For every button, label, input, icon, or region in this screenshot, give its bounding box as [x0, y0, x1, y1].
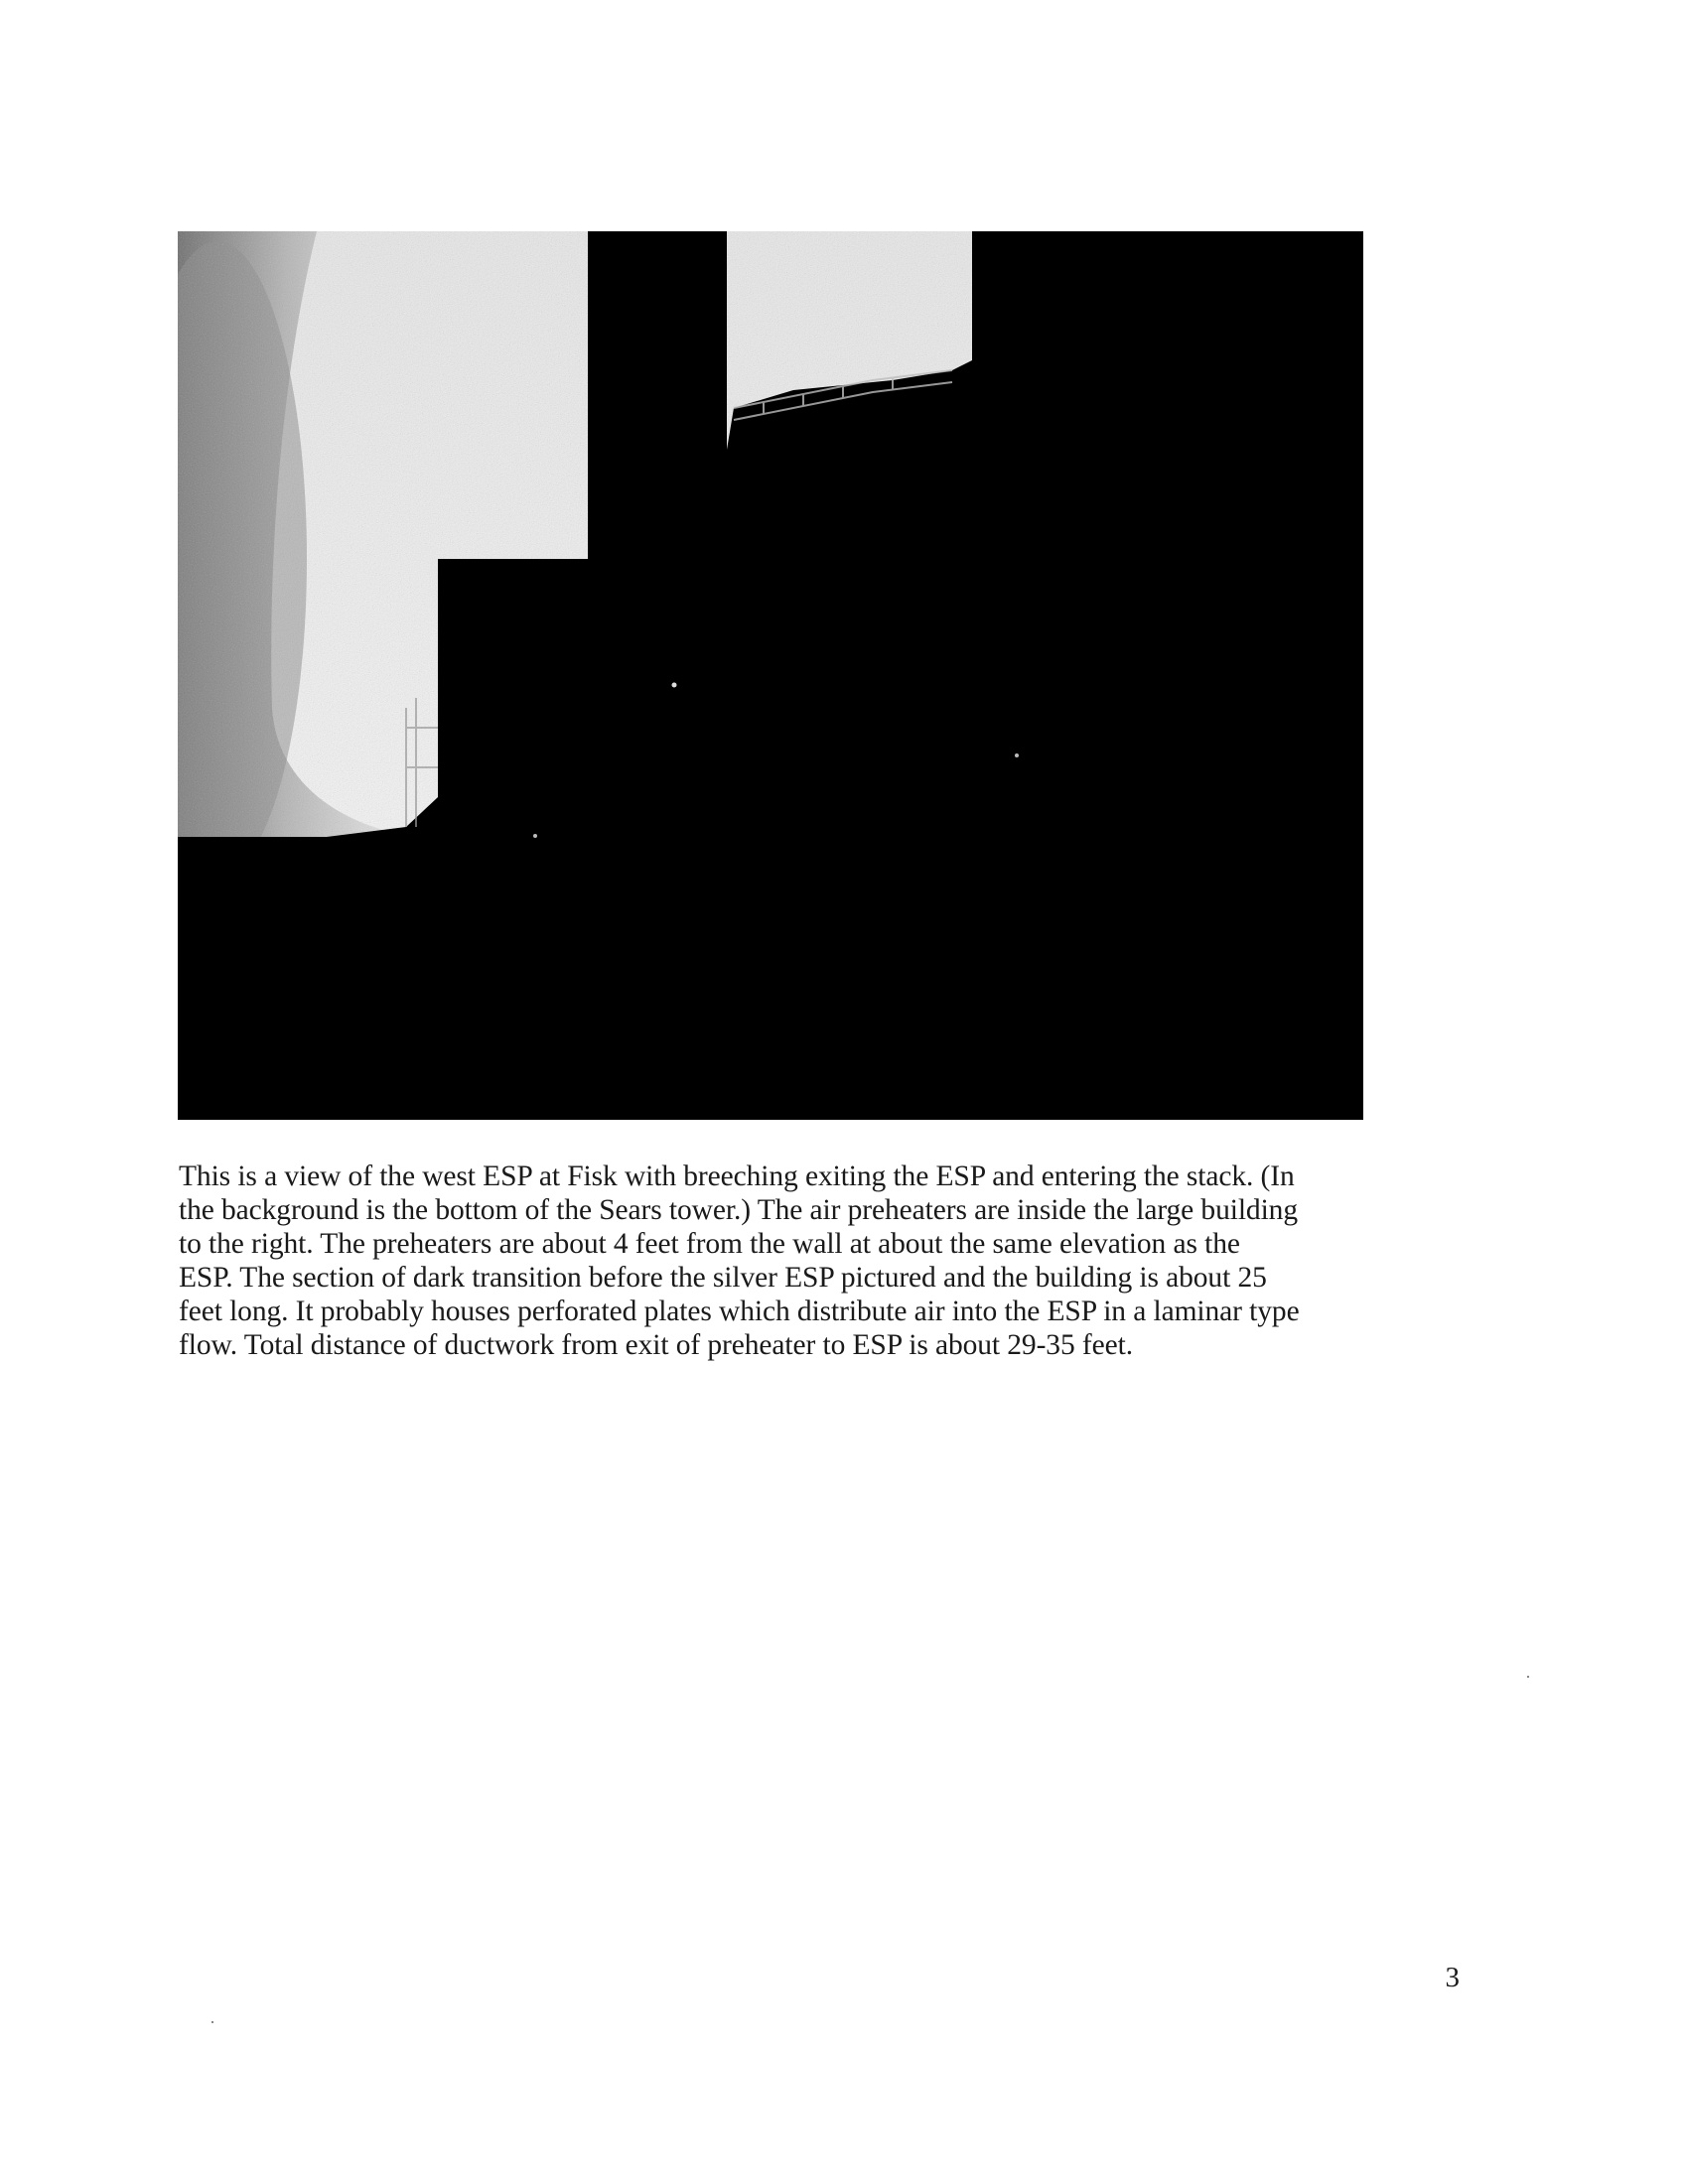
page-number: 3 [1445, 1962, 1460, 1993]
scan-speck [1527, 1676, 1529, 1678]
caption-line-1: This is a view of the west ESP at Fisk with breeching exiting the ESP and entering the stack. (In [179, 1160, 1295, 1192]
caption-line-3: to the right. The preheaters are about 4 feet from the wall at about the same elevation as the [179, 1228, 1240, 1260]
esp-photo-illustration [178, 231, 1363, 1120]
caption-line-6: flow. Total distance of ductwork from exit of preheater to ESP is about 29-35 feet. [179, 1329, 1133, 1361]
photo-caption [179, 1160, 1440, 1362]
caption-line-2: the background is the bottom of the Sears tower.) The air preheaters are inside the large building [179, 1194, 1298, 1226]
esp-photograph [178, 231, 1363, 1120]
caption-line-5: feet long. It probably houses perforated plates which distribute air into the ESP in a laminar type [179, 1296, 1300, 1327]
caption-line-4: ESP. The section of dark transition before the silver ESP pictured and the building is about 25 [179, 1262, 1267, 1294]
scan-speck [211, 2021, 213, 2023]
